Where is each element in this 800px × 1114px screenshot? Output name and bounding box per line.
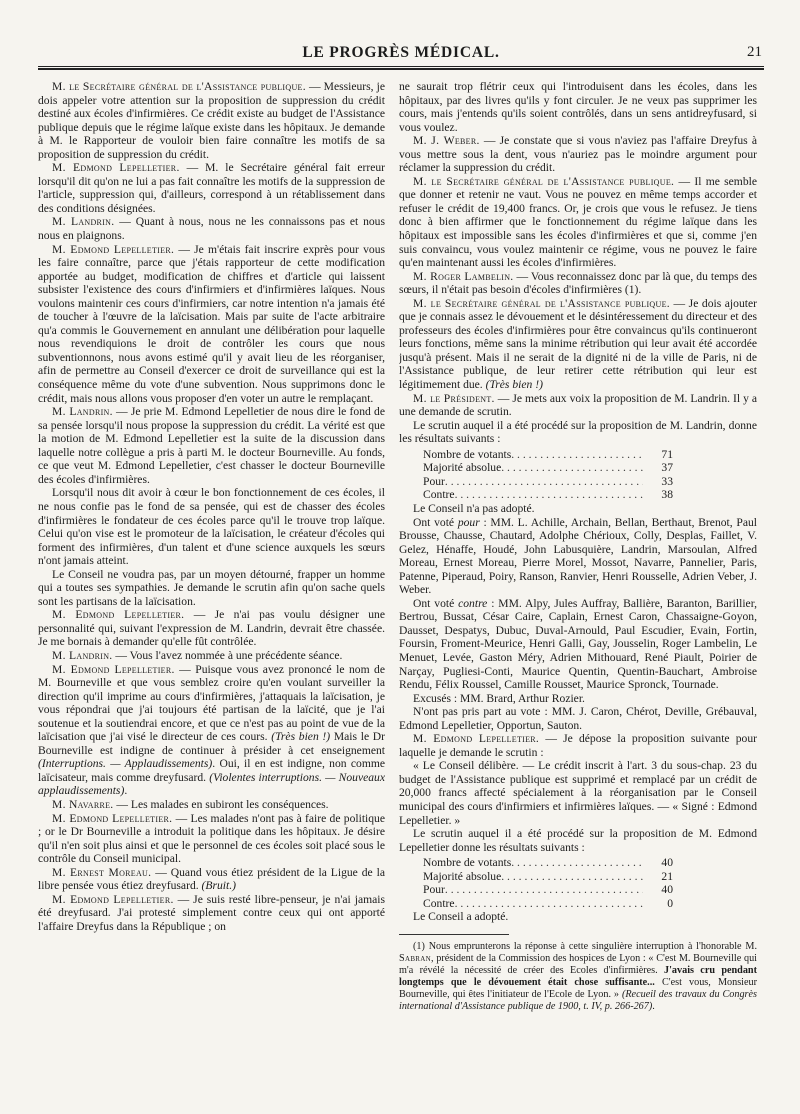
vote-label: Nombre de votants [423,447,512,461]
vote-label: Majorité absolue [423,461,502,475]
leader-dots [501,870,643,884]
speech: — Il me semble que donner et retenir ne vaut. Vous ne pouvez en même temps accorder et refuser le crédit de 19,400 francs. Or, je crois que vous le refusez. Je tiens donc à bien affirmer que le fonctionnement du régime laïque dans les hôpitaux est impossible sans les écoles d'infirmières et que si, comme j'en suis convaincu, vous voulez maintenir ce régime, vous ne pouvez le faire qu'en maintenant aussi les écoles d'infirmières. [399,174,757,270]
lead: Ont voté [413,596,459,610]
speaker: M. J. Weber. [413,134,480,148]
applause-note: (Très bien !) [485,378,543,392]
speaker: M. le Secrétaire général de l'Assistance publique. [413,296,670,310]
paragraph [38,405,385,486]
vote-value: 71 [661,447,673,461]
interruption-note: (Interruptions. — Applaudissements) [38,757,213,771]
applause-note: (Très bien !) [271,730,331,744]
speech: — Je constate que si vous n'aviez pas l'affaire Dreyfus à vous mettre sous la dent, vous n'auriez pas le moindre argument pour réclamer la suppression du crédit. [399,134,757,175]
vote-label: Nombre de votants [423,856,512,870]
vote-label: Majorité absolue [423,869,502,883]
paragraph: Le Conseil a adopté. [413,910,509,924]
vote-results-table [423,448,673,502]
page-number: 21 [747,44,762,60]
paragraph [399,732,757,759]
vote-row [423,883,673,897]
vote-label: Pour [423,474,445,488]
vote-value: 21 [661,869,673,883]
paragraph [399,270,757,297]
vote-label: Contre [423,488,455,502]
paragraph [38,812,385,866]
paragraph [38,608,385,649]
vote-row [423,448,673,462]
speaker: M. le Président. [413,391,495,405]
vote-results-table [423,856,673,910]
speech: — Je prie M. Edmond Lepelletier de nous dire le fond de sa pensée lorsqu'il nous propose la suppression du crédit. La vérité est que la motion de M. Edmond Lepelletier est la suite de la discussion dans laquelle notre collègue a pris à parti M. le docteur Bourneville. Au fonds, ce que veut M. Edmond Lepelletier, c'est chasser le docteur Bourneville des écoles d'infirmières. [38,405,385,486]
speaker: M. le Secrétaire général de l'Assistance publique. [52,80,306,93]
vote-row [423,461,673,475]
paragraph [38,649,385,663]
header-rule-double [38,68,764,70]
footnote-citation: (Recueil des travaux du Congrès international d'Assistance publique de 1900, t. IV, p. 266-267) [399,988,757,1012]
footnote [399,941,757,1013]
speaker: M. Roger Lambelin. [413,269,514,283]
speech: — Je m'étais fait inscrire exprès pour vous les faire connaître, parce que j'étais rapporteur de cette modification apportée au budget, modification de chiffres et d'article qui laissent subsister l'existence des cours d'infirmiers et d'infirmières laïques. Nous voulons maintenir ces cours d'infirmiers, car notre intention n'a jamais été de toucher à l'œuvre de la laïcisation. Mais par suite de l'acte arbitraire qu'a commis le Gouvernement en annulant une délibération pour laquelle nous revendiquions le droit de contrôler les cours que nous subventionnons, nous avons estimé qu'il y avait lieu de les réorganiser, afin de permettre au Conseil d'exercer ce droit de surveillance qui est la conséquence même du vote d'une subvention. Nous supprimons donc le crédit, mais nous allons vous proposer d'en voter un autre le remplaçant. [38,242,385,405]
speech: — Quand vous étiez président de la Ligue de la libre pensée vous étiez dreyfusard. [38,865,385,893]
name-list: : MM. L. Achille, Archain, Bellan, Berthaut, Brenot, Paul Brousse, Chausse, Chautard, Adolphe Chérioux, Colly, Desplas, Faillet, V. Gelez, Hénaffe, Houdé, John Labusquière, Landrin, Marsoulan, Alfred Moreau, Ernest Moreau, Pierre Morel, Mossot, Navarre, Pannelier, Paris, Patenne, Piperaud, Poiry, Ranson, Ranvier, Henri Rousselle, Adrien Veber, J. Weber. [399,515,757,597]
lead: Ont voté [413,515,458,529]
vote-row [423,488,673,502]
paragraph [38,161,385,215]
footnote-text: (1) Nous emprunterons la réponse à cette singulière interruption à l'honorable M. [413,940,757,952]
paragraph [399,297,757,392]
left-column [38,80,385,1092]
leader-dots [455,488,643,502]
speech: — Vous l'avez nommée à une précédente séance. [112,648,343,662]
speech: — Quant à nous, nous ne les connaissons pas et nous nous en plaignons. [38,215,385,243]
right-column [399,80,757,1092]
speaker: M. Landrin. [52,215,115,229]
speech: — Je mets aux voix la proposition de M. Landrin. Il y a une demande de scrutin. [399,391,757,419]
speech: . [124,784,128,798]
paragraph [38,215,385,242]
journal-title: LE PROGRÈS MÉDICAL. [302,44,500,61]
speech: — Je dépose la proposition suivante pour laquelle je demande le scrutin : [399,732,757,759]
vote-value: 38 [661,488,673,502]
vote-label: Contre [423,896,455,910]
speech: — Les malades n'ont pas à faire de politique ; or le Dr Bourneville a introduit la politique dans les hôpitaux. Je désire qu'il n'en soit plus ainsi et que le personnel de ces écoles soit placé sous le contrôle du Conseil municipal. [38,811,385,866]
speaker: M. Edmond Lepelletier. [52,892,174,906]
paragraph: Le scrutin auquel il a été procédé sur la proposition de M. Edmond Lepelletier donne les résultats suivants : [399,827,757,854]
paragraph [399,597,757,692]
footnote-text: , président de la Commission des hospices de Lyon : « C'est M. Bourneville qui m'a révélé la nécessité de créer des Ecoles d'infirmières. [399,952,757,976]
paragraph [38,893,385,934]
speaker: M. Edmond Lepelletier. [413,732,540,746]
vote-value: 33 [661,474,673,488]
vote-value: 0 [667,896,673,910]
speech: Mais le Dr Bourneville est indigne de continuer à présider à cet enseignement [38,730,385,757]
vote-row [423,475,673,489]
paragraph: N'ont pas pris part au vote : MM. J. Caron, Chérot, Deville, Grébauval, Edmond Lepelletier, Opportun, Sauton. [399,705,757,732]
vote-row [423,870,673,884]
speaker: M. Ernest Moreau. [52,865,152,879]
footnote-rule [399,934,509,935]
speaker: M. le Secrétaire général de l'Assistance publique. [413,174,675,188]
header-rule [38,66,764,67]
speaker: M. Navarre. [52,797,114,811]
paragraph [38,80,385,161]
leader-dots [445,883,643,897]
speech: . Oui, il en est indigne, non comme laïcisateur, mais comme dreyfusard. [38,757,385,784]
vote-value: 37 [661,461,673,475]
leader-dots [511,856,643,870]
vote-row [423,897,673,911]
paragraph [38,663,385,798]
vote-label: Pour [423,883,445,897]
paragraph [38,243,385,406]
speech: — Messieurs, je dois appeler votre attention sur la proposition de suppression du crédit destiné aux écoles d'infirmières. Ce crédit existe au budget de l'Assistance publique depuis que le régime laïque existe dans les hôpitaux. Je demande à M. le Rapporteur de vouloir bien faire connaître les motifs de sa proposition de suppression du crédit. [38,80,385,161]
paragraph [38,866,385,893]
speech: — Je dois ajouter que je connais assez le dévouement et le désintéressement du directeur et des professeurs des écoles d'infirmières pour être convaincus qu'ils continueront leurs fonctions, même sans la minime rétribution qui leur avait été accordée jusqu'à présent. Mais il ne serait de la dignité ni de la ville de Paris, ni de l'Assistance publique, de leur retirer cette rétribution qui leur est légitimement due. [399,296,757,392]
vote-side: pour [457,515,480,529]
leader-dots [511,448,643,462]
vote-side: contre [458,596,488,610]
vote-value: 40 [661,856,673,870]
paragraph: Lorsqu'il nous dit avoir à cœur le bon fonctionnement de ces écoles, il ne nous confie pas le fond de sa pensée, qui est de chasser des écoles d'infirmières le fondateur de ces écoles parce qu'il le trouve trop laïque. Celui qu'on vise est le promoteur de la laïcisation, le créateur d'écoles qui forment des infirmières, d'un talent et d'une science auxquels les sœurs n'ont jamais atteint. [38,486,385,568]
footnote-text: . [652,1000,655,1012]
noise-note: (Bruit.) [201,879,236,893]
name-list: : MM. Alpy, Jules Auffray, Ballière, Baranton, Barillier, Bertrou, Bussat, César Caire, Caplain, Ernest Caron, Chassaigne-Goyon, Dausset, Despatys, Dubuc, Duval-Arnould, Paul Escudier, Evain, Fortin, Foursin, Froment-Meurice, Henri Galli, Gay, Jousselin, Roger Lambelin, Le Menuet, Levée, Gaston Méry, Adrien Mithouard, René Piault, Poirier de Narçay, Pugliesi-Conti, Maurice Quentin, Quentin-Bauchart, Ambroise Rendu, Félix Roussel, Camille Rousset, Maurice Spronck, Tournade. [399,596,757,692]
speech: — M. le Secrétaire général fait erreur lorsqu'il dit qu'on ne lui a pas fait connaître les motifs de la suppression de l'article, suppression qui, d'ailleurs, correspond à un rétablissement dans des conditions désignées. [38,161,385,215]
speech: — Les malades en subiront les conséquences. [113,797,329,811]
paragraph [38,798,385,812]
speaker: M. Landrin. [52,648,113,662]
paragraph: « Le Conseil délibère. — Le crédit inscrit à l'art. 3 du sous-chap. 23 du budget de l'Assistance publique est supprimé et remplacé par un crédit de 20,000 francs affecté spécialement à la réorganisation par le Conseil municipal des cours d'infirmiers et infirmières laïques. — « Signé : Edmond Lepelletier. » [399,759,757,827]
paragraph: Excusés : MM. Brard, Arthur Rozier. [413,691,585,705]
speech: — Je suis resté libre-penseur, je n'ai jamais été dreyfusard. J'ai protesté simplement contre ceux qui ont apporté l'affaire Dreyfus dans la République ; on [38,892,385,933]
vote-row [423,856,673,870]
paragraph: ne saurait trop flétrir ceux qui l'introduisent dans les écoles, dans les hôpitaux, par des livres qu'ils y font circuler. Je ne veux pas supprimer les cours, mais j'entends qu'ils soient contrôlés, dans un sens antidreyfusard, si vous voulez. [399,80,757,134]
paragraph [399,134,757,175]
paragraph: Le Conseil ne voudra pas, par un moyen détourné, frapper un homme qui a toutes ses sympathies. Je demande le scrutin afin qu'on sache quels sont les partisans de la laïcisation. [38,567,385,608]
paragraph: Le Conseil n'a pas adopté. [413,501,535,515]
leader-dots [445,475,643,489]
speech: — Vous reconnaissez donc par là que, du temps des sœurs, il n'était pas besoin d'écoles d'infirmières (1). [399,269,757,297]
speech: — Je n'ai pas voulu désigner une personnalité qui, suivant l'expression de M. Landrin, devrait être chassée. Je me bornais à demander qu'elle fût contrôlée. [38,608,385,649]
paragraph: Le scrutin auquel il a été procédé sur la proposition de M. Landrin, donne les résultats suivants : [399,418,757,446]
paragraph [399,392,757,419]
speaker: M. Edmond Lepelletier. [52,811,173,825]
speech: — Puisque vous avez prononcé le nom de M. Bourneville et que vous semblez croire qu'en voulant surveiller la direction qu'il imprime au cours d'infirmières, j'attaquais la laïcisation, je vous répondrai que j'ai toujours été partisan de la laïcité, que je l'ai soutenue et la soutiendrai encore, et que ce n'est pas au point de vue de la laïcisation que j'ai visé le directeur de ces cours. [38,662,385,744]
speaker: M. Edmond Lepelletier. [52,608,185,622]
speaker: M. Landrin. [52,405,113,419]
vote-value: 40 [661,883,673,897]
speaker: M. Edmond Lepelletier. [52,161,180,175]
leader-dots [455,897,643,911]
footnote-text: C'est vous, Monsieur Bourneville, qui êtes l'initiateur de l'Ecole de Lyon. » [399,976,757,1000]
interruption-note: (Violentes interruptions. — Nouveaux applaudissements) [38,770,385,798]
leader-dots [501,461,643,475]
footnote-emphasis: J'avais cru pendant longtemps que le dévouement était chose suffisante... [399,964,757,988]
running-header [38,44,764,66]
speaker: M. Edmond Lepelletier. [52,242,175,256]
footnote-name: Sabran [399,952,431,964]
speaker: M. Edmond Lepelletier. [52,662,175,676]
paragraph [399,516,757,597]
paragraph [399,175,757,270]
